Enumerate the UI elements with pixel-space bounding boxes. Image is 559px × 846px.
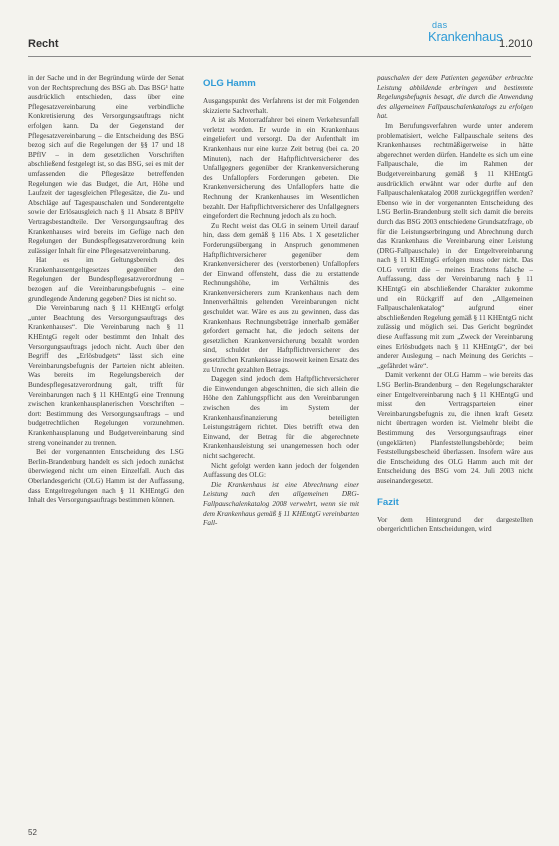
header-divider [28, 56, 531, 57]
page-header [0, 0, 559, 62]
text-column-middle [203, 74, 359, 814]
journal-logo: Krankenhaus [428, 29, 503, 44]
paragraph: Im Berufungsverfahren wurde unter anderem problematisiert, welche Fallpauschale seitens des Krankenhauses rechtmäßigerweise in hätte abgerechnet werden dürfen. Handelte es sich um eine Fallpauschale, die im Rahmen der Budgetvereinbarung gemäß § 11 KHEntgG ausdrücklich erwähnt war oder durfte auf den Fallpauschalenkatalog 2008 zurückgegriffen werden? Ebenso wie in der vorgenannten Entscheidung des LSG Berlin-Brandenburg stellt sich damit die bereits durch das BSG 2003 entschiedene Grundsatzfrage, ob für die Leistungserbringung und Abrechnung durch das Krankenhaus die Vereinbarung einer Leistung (DRG-Fallpauschale) in der Entgeltvereinbarung nach § 11 KHEntgG erfolgen muss oder nicht. Das OLG vertritt die – meines Erachtens falsche – Auffassung, dass der Vereinbarung nach § 11 KHEntgG ein abschließender Charakter zukomme und ein Rückgriff auf den „Allgemeinen Fallpauschalenkatalog“ aufgrund einer abschließenden Regelung gemäß § 11 KHEntgG nicht zulässig und möglich sei. Das Gericht begründet diese Auffassung mit zum „Zweck der Vereinbarung eines Erlösbudgets nach § 11 KHEntgG“, der bei anderer Auslegung – nach Meinung des Gerichts – „gefährdet wäre“. [377, 121, 533, 370]
subheading-fazit: Fazit [377, 496, 399, 508]
quoted-passage: pauschalen der dem Patienten gegenüber erbrachte Leistung abbildende erbringen und bestimmte Regelungsbefugnis besagt, die durch die Anwendung des allgemeinen Fallpauschalenkatalogs zu erfolgen hat. [377, 74, 533, 121]
text-column-right [377, 74, 533, 814]
text-column-left [28, 74, 184, 814]
paragraph: Bei der vorgenannten Entscheidung des LSG Berlin-Brandenburg handelt es sich jedoch zunächst überwiegend nicht um einen Einzelfall. Auch das Oberlandesgericht (OLG) Hamm ist der Auffassung, dass Entgeltregelungen nach § 11 KHEntgG den Inhalt des Versorgungsauftrags bestimmen können. [28, 448, 184, 505]
paragraph: Hat es im Geltungsbereich des Krankenhausentgeltgesetzes gegenüber den Regelungen der Bundespflegesatzverordnung – bezogen auf die Vereinbarungsbefugnis – eine grundlegende Änderung gegeben? Dies ist nicht so. [28, 256, 184, 303]
paragraph: Zu Recht weist das OLG in seinem Urteil darauf hin, dass dem gemäß § 116 Abs. 1 X gesetzlicher Forderungsübergang in Anspruch genommenen Haftpflichtversicherer gegenüber dem Krankenversicherer des (verstorbenen) Unfallopfers der Einwand offensteht, dass die zu erstattende Rechnungshöhe, im Verhältnis des Krankenversicherers zum Krankenhaus nach dem Innenverhältnis geltenden Vereinbarungen nicht geschuldet war. Wäre es aus zu gewinnen, dass das Krankenhaus Rechnungsbeträge innerhalb gemäßer gefordert gemacht hat, die jedoch seitens der gesetzlichen Krankenversicherung bezahlt worden sind, schuldet der Haftpflichtversicherer des gesetzlichen Krankenkasse insoweit keinen Ersatz des zu Unrecht gezahlten Betrags. [203, 221, 359, 374]
logo-prefix: das [432, 20, 448, 30]
issue-number: 1.2010 [499, 38, 533, 50]
quoted-passage: Die Krankenhaus ist eine Abrechnung einer Leistung nach den allgemeinen DRG-Fallpauschalenkatalog 2008 verwehrt, wenn sie mit dem Krankenhaus gemäß § 11 KHEntgG vereinbarten Fall- [203, 480, 359, 528]
page-number: 52 [28, 828, 37, 837]
paragraph: Nicht gefolgt werden kann jedoch der folgenden Auffassung des OLG: [203, 461, 359, 480]
paragraph: Damit verkennt der OLG Hamm – wie bereits das LSG Berlin-Brandenburg – den Regelungscharakter einer Entgeltvereinbarung nach § 11 KHEntgG und misst den Vertragsparteien einer Vereinbarungsbefugnis zu, die ihnen kraft Gesetz nicht übertragen worden ist. Vielmehr bleibt die Bestimmung des Versorgungsauftrags einer (ungeklärten) Planfeststellungsbehörde; beim Feststellungsbescheid überlassen. Insofern wäre aus die Entscheidung des OLG Hamm auch mit der Entscheidung des BSG vom 24. Juli 2003 nicht auseinandergesetzt. [377, 371, 533, 485]
section-label: Recht [28, 38, 59, 50]
paragraph: A ist als Motorradfahrer bei einem Verkehrsunfall verletzt worden. Er wurde in ein Krankenhaus eingeliefert und versorgt. Da der Aufenthalt im Krankenhaus nur eine kurze Zeit betrug (bei ca. 20 Minuten), nach der Haftpflichtversicherer des Unfallgegners gegenüber der Krankenversicherung des Unfallopfers Forderungen gebeten. Die Krankenversicherung des Unfallopfers hatte die Rechnung der Krankenhauses im Wesentlichen bezahlt. Der Haftpflichtversicherer des Unfallgegners eingefordert die Rechnung jedoch als zu hoch. [203, 116, 359, 221]
paragraph: Die Vereinbarung nach § 11 KHEntgG erfolgt „unter Beachtung des Versorgungsauftrags des Krankenhauses“. Die Vereinbarung nach § 11 KHEntgG regelt oder bestimmt den Inhalt des Versorgungsauftrags jedoch nicht. Auch über den Begriff des „Erlösbudgets“ lässt sich eine Vereinbarungsbefugnis der Parteien nicht ableiten. Was bereits im Regelungsbereich der Bundespflegesatzverordnung galt, trifft für Vereinbarungen nach § 11 KHEntgG eine Trennung zwischen krankenhausplanerischen Vorschriften – dort: Bestimmung des Versorgungsauftrags – und budgetrechtlichen Regelungen vorzunehmen. Krankenhausplanung und Budgetvereinbarung sind streng voneinander zu trennen. [28, 304, 184, 447]
paragraph: in der Sache und in der Begründung würde der Senat von der Rechtsprechung des BSG ab. Das BSG¹ hatte ausdrücklich entschieden, dass über eine Pflegesatzvereinbarung eine verbindliche Konkretisierung des Versorgungsauftrags nicht erfolgen kann. Da der Gegenstand der Pflegesatzvereinbarung – die Entscheidung des BSG bezog sich auf die Regelungen der §§ 17 und 18 BPflV – in dem gesetzlichen Vorschriften abschließend festgelegt ist, so das BSG, sei es mit der umfassenden die Pflegesätze betreffenden Regelungen wie das Budget, die Art, Höhe und Laufzeit der tagesgleichen Pflegesätze, die Zu- und Abschläge auf Tagespauschalen und Sonderentgelte sowie der Erlösausgleich nach § 11 Absatz 8 BPflV Vertragsbestandteile. Der Versorgungsauftrag des Krankenhauses wird bereits im Gefüge nach den Regelungen der Bundespflegesatzverordnung kein zulässiger Inhalt für eine Pflegesatzvereinbarung. [28, 74, 184, 255]
paragraph: Vor dem Hintergrund der dargestellten obergerichtlichen Entscheidungen, wird [377, 515, 533, 534]
paragraph: Dagegen sind jedoch dem Haftpflichtversicherer die Einwendungen abgeschnitten, die sich allein die Höhe den Zahlungspflicht aus den Vereinbarungen zwischen des im System der Krankenhausfinanzierung beteiligten Leistungsträgern richtet. Dies betrifft etwa den Einwand, der Betrag für die abgerechnete Krankenhausleistung sei unangemessen hoch oder nicht sachgerecht. [203, 375, 359, 460]
paragraph: Ausgangspunkt des Verfahrens ist der mit Folgenden skizzierte Sachverhalt. [203, 97, 359, 115]
subheading-olg-hamm: OLG Hamm [203, 78, 256, 89]
